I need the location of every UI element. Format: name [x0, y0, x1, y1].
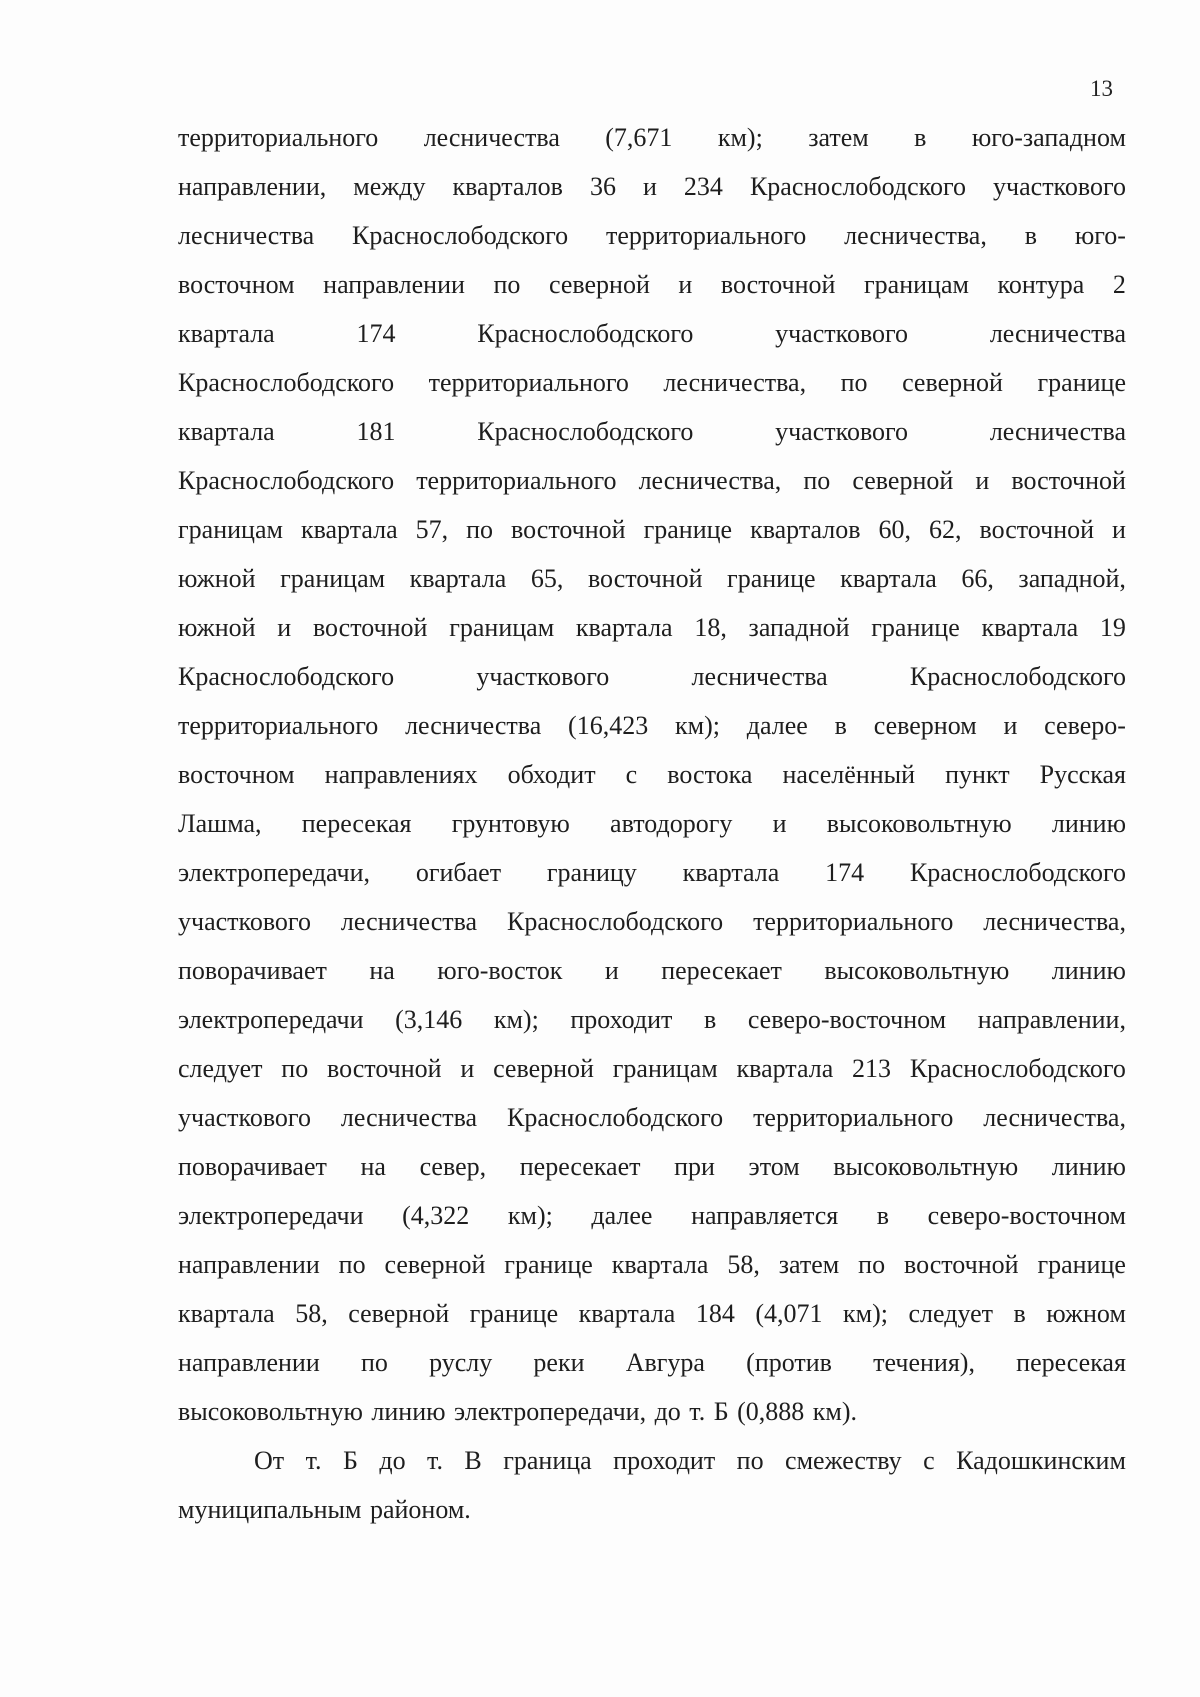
- text-line: лесничества Краснослободского территориального лесничества, в юго-: [178, 221, 1126, 250]
- text-line: южной и восточной границам квартала 18, западной границе квартала 19: [178, 613, 1126, 642]
- text-line: электропередачи, огибает границу квартала 174 Краснослободского: [178, 858, 1126, 887]
- text-line: восточном направлениях обходит с востока населённый пункт Русская: [178, 760, 1126, 789]
- paragraph: [178, 1436, 1126, 1534]
- text-line: следует по восточной и северной границам квартала 213 Краснослободского: [178, 1054, 1126, 1083]
- text-line: квартала 181 Краснослободского участкового лесничества: [178, 417, 1126, 446]
- text-line: электропередачи (3,146 км); проходит в северо-восточном направлении,: [178, 1005, 1126, 1034]
- text-line: территориального лесничества (16,423 км); далее в северном и северо-: [178, 711, 1126, 740]
- text-line: квартала 58, северной границе квартала 184 (4,071 км); следует в южном: [178, 1299, 1126, 1328]
- text-line: поворачивает на юго-восток и пересекает высоковольтную линию: [178, 956, 1126, 985]
- page-number: 13: [1090, 76, 1113, 101]
- text-line: южной границам квартала 65, восточной границе квартала 66, западной,: [178, 564, 1126, 593]
- text-line: границам квартала 57, по восточной границе кварталов 60, 62, восточной и: [178, 515, 1126, 544]
- text-line: участкового лесничества Краснослободского территориального лесничества,: [178, 907, 1126, 936]
- text-line: Краснослободского территориального лесничества, по северной и восточной: [178, 466, 1126, 495]
- text-line: электропередачи (4,322 км); далее направляется в северо-восточном: [178, 1201, 1126, 1230]
- text-line: восточном направлении по северной и восточной границам контура 2: [178, 270, 1126, 299]
- text-line: Краснослободского территориального лесничества, по северной границе: [178, 368, 1126, 397]
- text-line: высоковольтную линию электропередачи, до т. Б (0,888 км).: [178, 1397, 858, 1426]
- text-line: От т. Б до т. В граница проходит по смежеству с Кадошкинским: [254, 1446, 1126, 1475]
- text-line: направлении по руслу реки Авгура (против течения), пересекая: [178, 1348, 1126, 1377]
- document-body: [178, 113, 1126, 1534]
- text-line: Краснослободского участкового лесничества Краснослободского: [178, 662, 1126, 691]
- text-line: направлении по северной границе квартала 58, затем по восточной границе: [178, 1250, 1126, 1279]
- text-line: участкового лесничества Краснослободского территориального лесничества,: [178, 1103, 1126, 1132]
- text-line: квартала 174 Краснослободского участкового лесничества: [178, 319, 1126, 348]
- text-line: муниципальным районом.: [178, 1495, 471, 1524]
- text-line: направлении, между кварталов 36 и 234 Краснослободского участкового: [178, 172, 1126, 201]
- text-line: Лашма, пересекая грунтовую автодорогу и высоковольтную линию: [178, 809, 1126, 838]
- text-line: территориального лесничества (7,671 км); затем в юго-западном: [178, 123, 1126, 152]
- paragraph: [178, 113, 1126, 1436]
- text-line: поворачивает на север, пересекает при этом высоковольтную линию: [178, 1152, 1126, 1181]
